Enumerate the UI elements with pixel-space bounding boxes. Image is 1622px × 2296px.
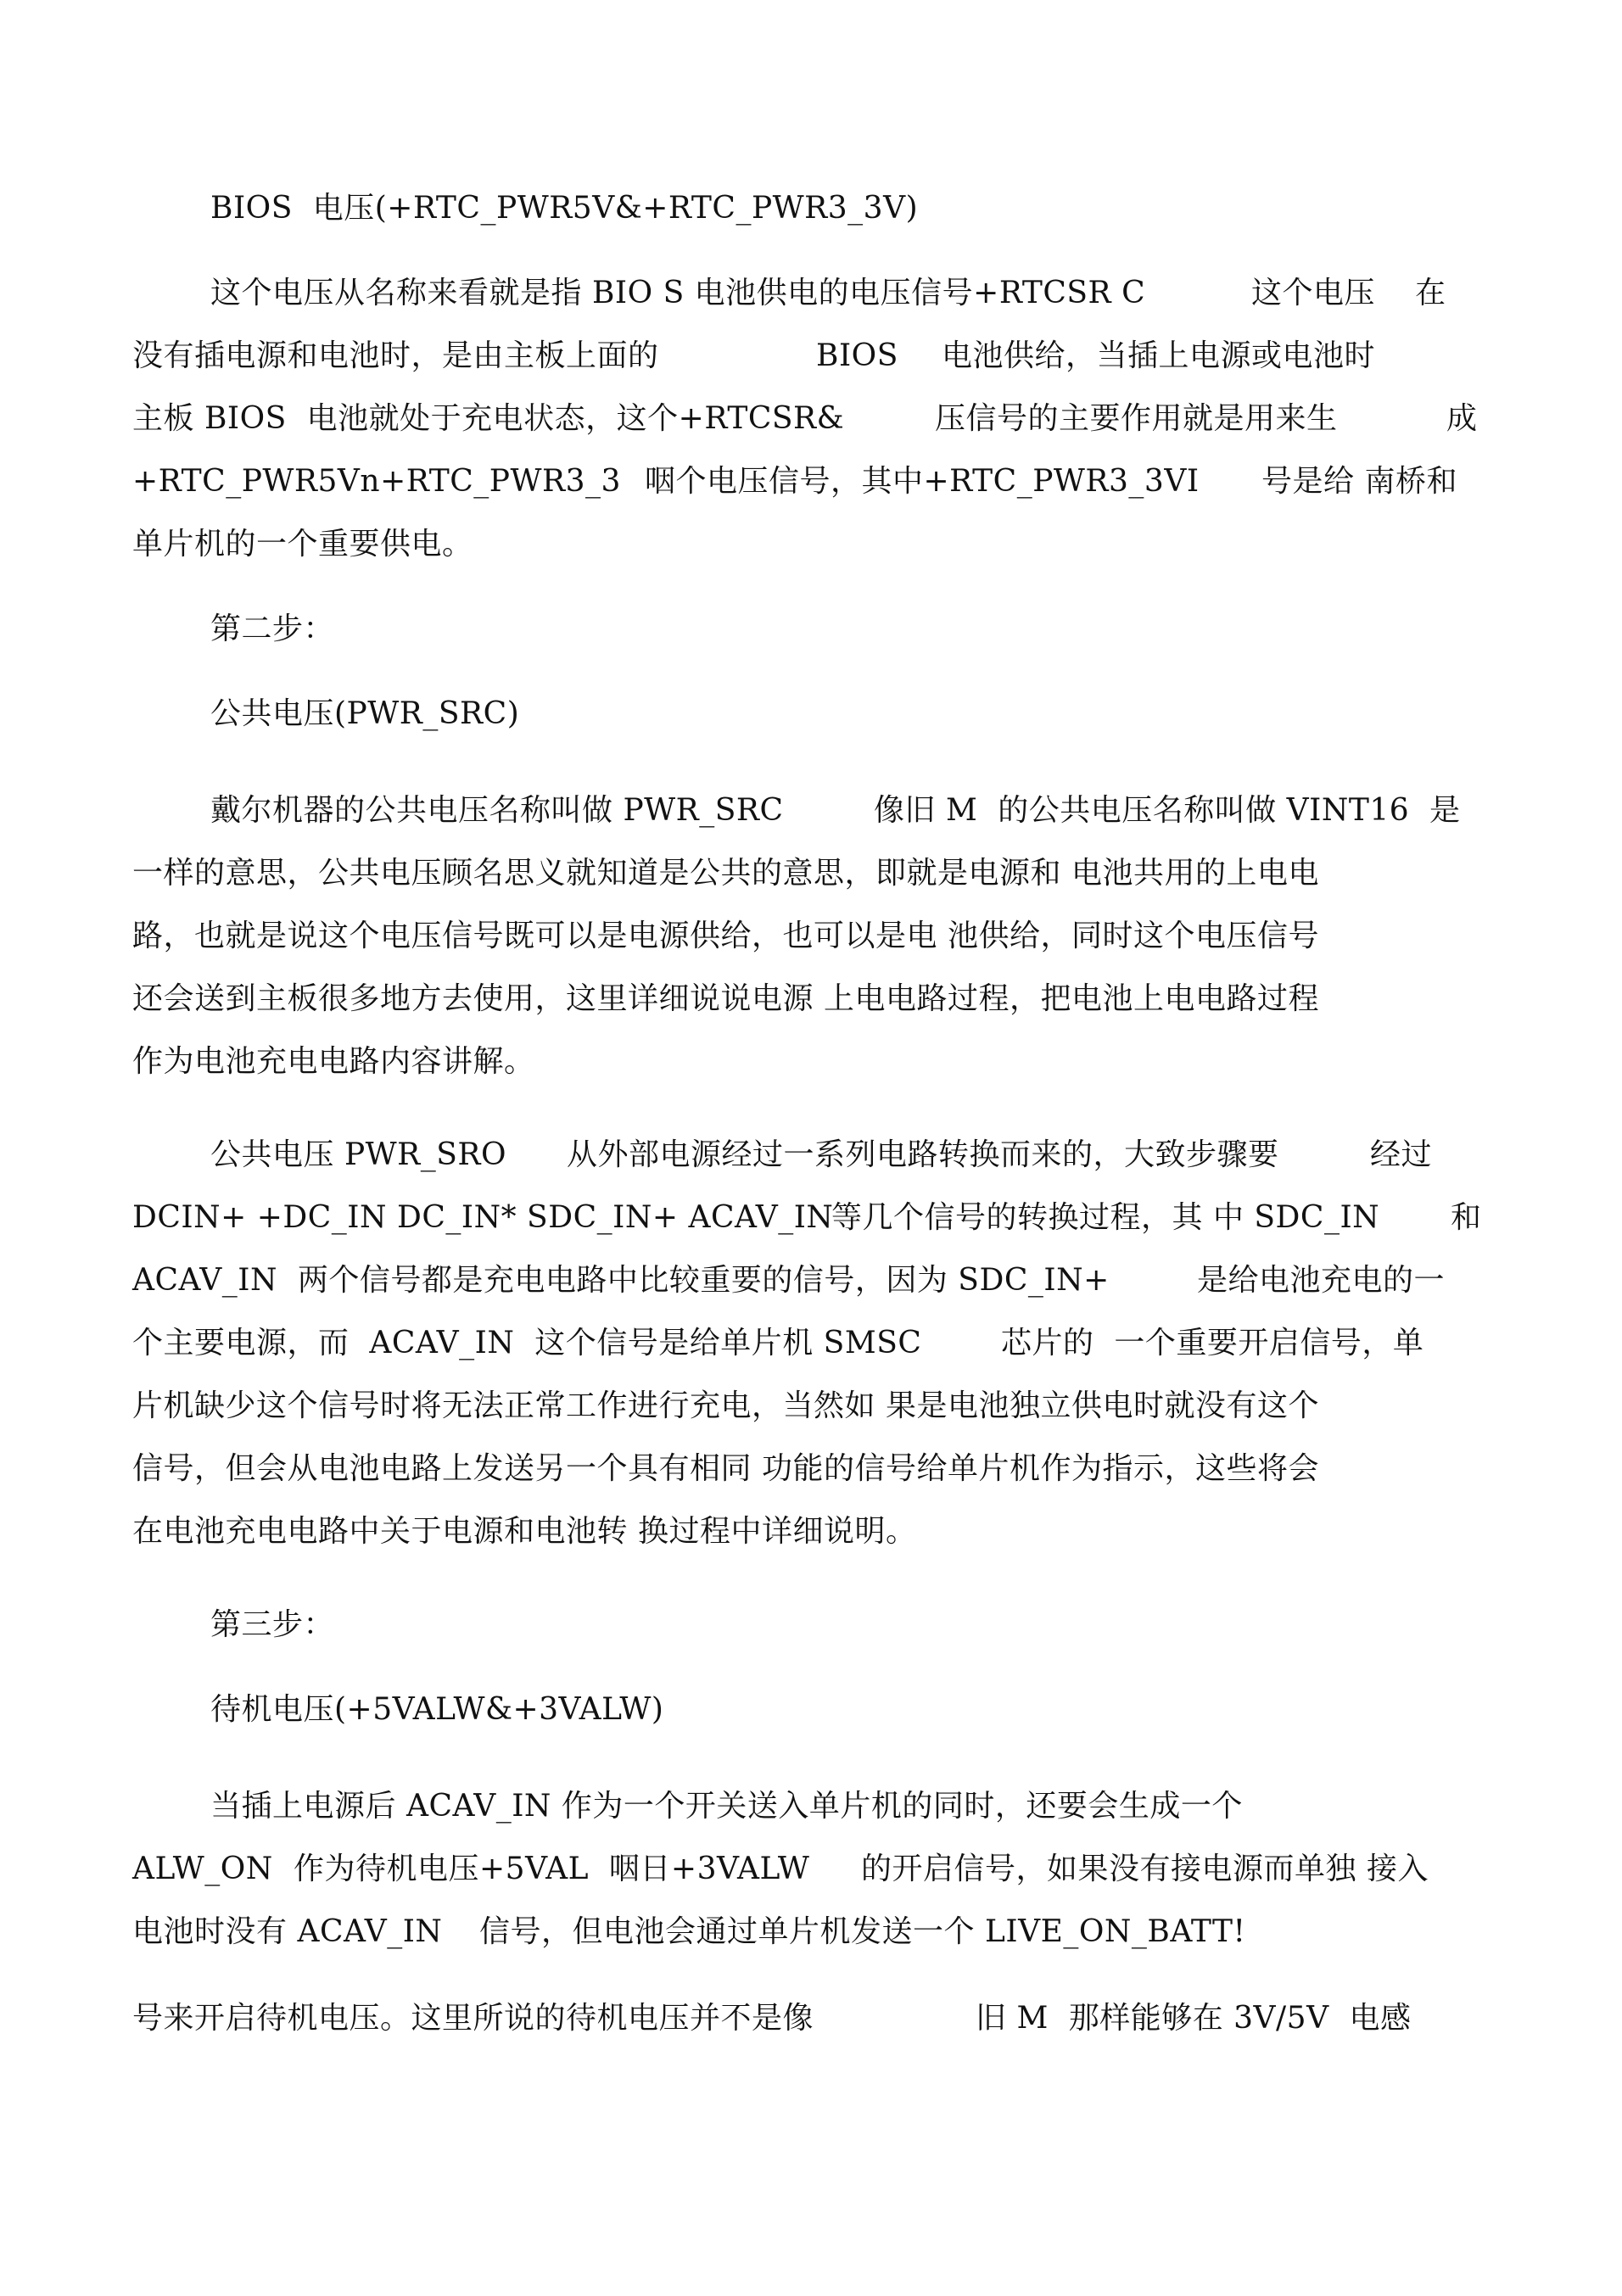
text-segment: 这个电压从名称来看就是指 BIO S 电池供电的电压信号+RTCSR C — [210, 276, 1146, 310]
paragraph-line — [0, 326, 1622, 387]
section-title-text: BIOS 电压(+RTC_PWR5V&+RTC_PWR3_3V) — [210, 191, 919, 226]
paragraph-line — [0, 1313, 1622, 1374]
paragraph-line — [0, 1776, 1622, 1837]
paragraph-line — [0, 843, 1622, 904]
text-segment: DCIN+ +DC_IN DC_IN* SDC_IN+ ACAV_IN — [132, 1200, 834, 1235]
text-segment: 片机缺少这个信号时将无法正常工作进行充电，当然如 果是电池独立供电时就没有这个 — [132, 1388, 1319, 1423]
paragraph-line — [0, 1501, 1622, 1562]
paragraph-line — [0, 1902, 1622, 1963]
paragraph-line — [0, 388, 1622, 450]
text-segment: 芯片的 一个重要开启信号，单 — [1001, 1326, 1424, 1360]
text-segment: 的开启信号，如果没有接电源而单独 接入 — [861, 1852, 1429, 1886]
paragraph-line — [0, 906, 1622, 967]
text-segment: 没有插电源和电池时，是由主板上面的 — [132, 338, 659, 373]
text-segment: 压信号的主要作用就是用来生 — [935, 401, 1338, 436]
section-title-standby-voltage — [0, 1679, 1622, 1740]
paragraph-line — [0, 1376, 1622, 1437]
text-segment: 单片机的一个重要供电。 — [132, 527, 473, 561]
text-segment: 经过 — [1370, 1137, 1433, 1172]
text-segment: +RTC_PWR5Vn+RTC_PWR3_3 — [132, 464, 621, 499]
step-label-text: 第二步： — [210, 612, 335, 646]
text-segment: 公共电压 PWR_SRO — [210, 1137, 507, 1172]
text-segment: 主板 BIOS 电池就处于充电状态，这个+RTCSR& — [132, 401, 845, 436]
paragraph-line — [0, 1438, 1622, 1500]
text-segment: BIOS — [816, 338, 898, 373]
paragraph-line — [0, 514, 1622, 575]
text-segment: 是给电池充电的一 — [1197, 1263, 1446, 1298]
text-segment: 戴尔机器的公共电压名称叫做 PWR_SRC — [210, 793, 784, 828]
text-segment: 信号，但电池会通过单片机发送一个 LIVE_ON_BATT! — [479, 1914, 1246, 1949]
text-segment: 个主要电源，而 ACAV_IN 这个信号是给单片机 SMSC — [132, 1326, 922, 1360]
text-segment: 在 — [1415, 276, 1446, 310]
text-segment: 信号，但会从电池电路上发送另一个具有相同 功能的信号给单片机作为指示，这些将会 — [132, 1451, 1319, 1486]
paragraph-line — [0, 1839, 1622, 1900]
text-segment: 从外部电源经过一系列电路转换而来的，大致步骤要 — [567, 1137, 1279, 1172]
step-label-text: 第三步： — [210, 1607, 335, 1642]
section-title-text: 公共电压(PWR_SRC) — [210, 696, 520, 731]
text-segment: 旧 M 那样能够在 3V/5V 电感 — [976, 2001, 1412, 2036]
text-segment: ALW_ON — [132, 1852, 273, 1886]
paragraph-line — [0, 1250, 1622, 1311]
text-segment: 号来开启待机电压。这里所说的待机电压并不是像 — [132, 2001, 814, 2036]
text-segment: 成 — [1446, 401, 1478, 436]
text-segment: 这个电压 — [1251, 276, 1376, 310]
text-segment: 等几个信号的转换过程，其 中 SDC_IN — [831, 1200, 1380, 1235]
text-segment: 在电池充电电路中关于电源和电池转 换过程中详细说明。 — [132, 1514, 917, 1549]
text-segment: 咽个电压信号，其中+RTC_PWR3_3VI — [645, 464, 1200, 499]
paragraph-line — [0, 1988, 1622, 2049]
step-label-three — [0, 1595, 1622, 1656]
text-segment: 路，也就是说这个电压信号既可以是电源供给，也可以是电 池供给，同时这个电压信号 — [132, 919, 1319, 953]
text-segment: 当插上电源后 ACAV_IN 作为一个开关送入单片机的同时，还要会生成一个 — [210, 1789, 1243, 1824]
paragraph-line — [0, 1031, 1622, 1092]
paragraph-line — [0, 780, 1622, 841]
paragraph-line — [0, 263, 1622, 324]
section-title-bios-voltage — [0, 178, 1622, 239]
section-title-common-voltage — [0, 684, 1622, 745]
text-segment: ACAV_IN 两个信号都是充电电路中比较重要的信号，因为 SDC_IN+ — [132, 1263, 1110, 1298]
paragraph-line — [0, 969, 1622, 1030]
text-segment: 电池供给，当插上电源或电池时 — [942, 338, 1376, 373]
paragraph-line — [0, 451, 1622, 512]
step-label-two — [0, 599, 1622, 660]
text-segment: 一样的意思，公共电压顾名思义就知道是公共的意思，即就是电源和 电池共用的上电电 — [132, 856, 1319, 891]
text-segment: 作为待机电压+5VAL 咽日+3VALW — [294, 1852, 810, 1886]
text-segment: 号是给 南桥和 — [1261, 464, 1457, 499]
text-segment: 还会送到主板很多地方去使用，这里详细说说电源 上电电路过程，把电池上电电路过程 — [132, 981, 1319, 1016]
text-segment: 像旧 M 的公共电压名称叫做 VINT16 是 — [874, 793, 1461, 828]
text-segment: 作为电池充电电路内容讲解。 — [132, 1044, 535, 1079]
text-segment: 和 — [1451, 1200, 1482, 1235]
paragraph-line — [0, 1125, 1622, 1186]
section-title-text: 待机电压(+5VALW&+3VALW) — [210, 1692, 664, 1727]
text-segment: 电池时没有 ACAV_IN — [132, 1914, 443, 1949]
paragraph-line — [0, 1187, 1622, 1249]
